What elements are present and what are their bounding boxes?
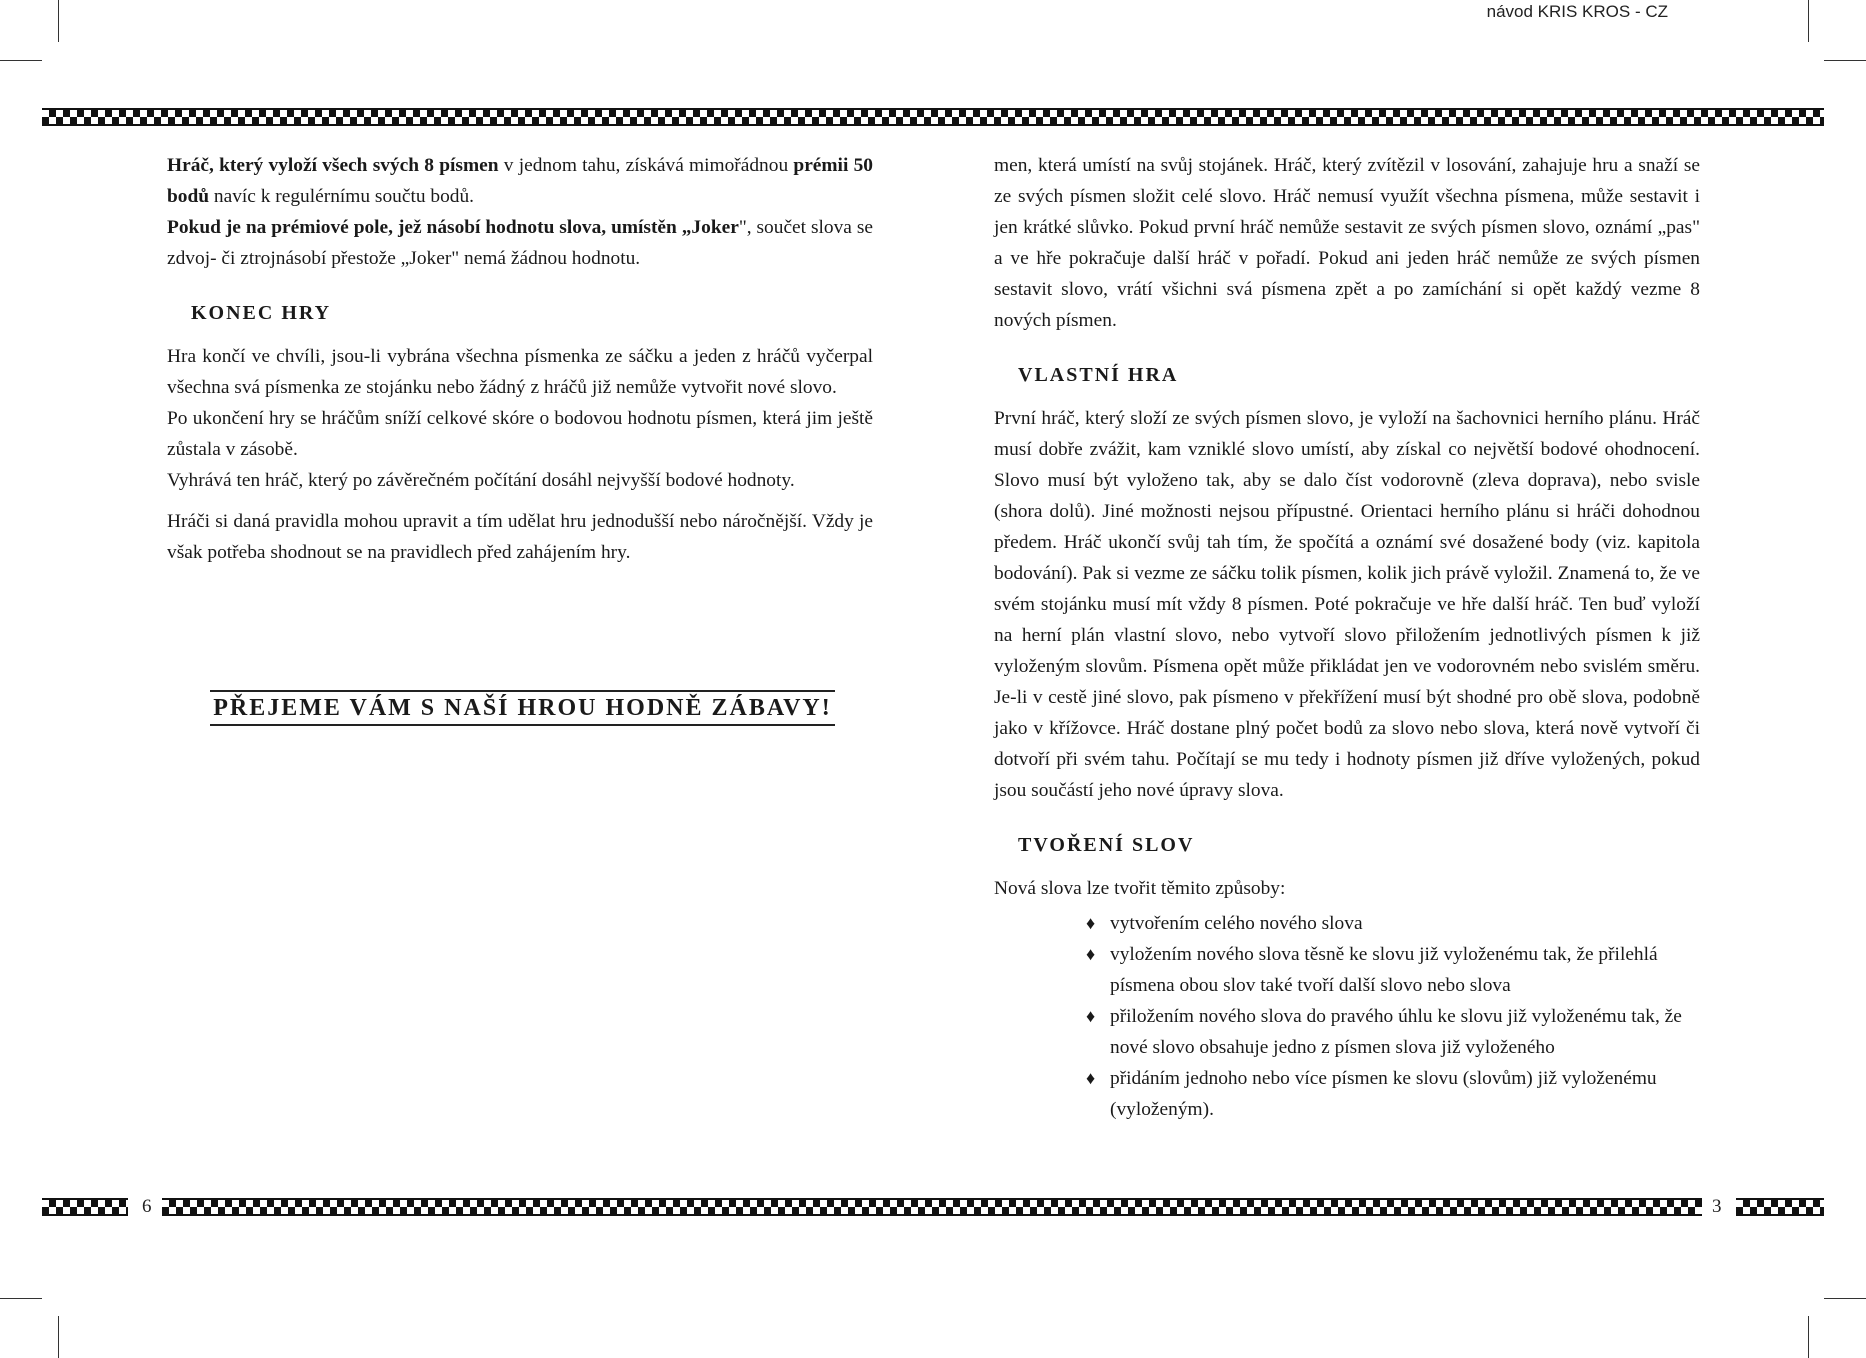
list-item-text: přidáním jednoho nebo více písmen ke slovu (slovům) již vyloženému (vyloženým). bbox=[1110, 1068, 1657, 1120]
diamond-bullet-icon: ♦ bbox=[1086, 944, 1096, 964]
list-item-text: vytvořením celého nového slova bbox=[1110, 913, 1363, 934]
paragraph-end-condition: Hra končí ve chvíli, jsou-li vybrána všechna písmenka ze sáčku a jeden z hráčů vyčerpal všechna svá písmenka ze stojánku nebo žádný z hráčů již nemůže vytvořit nové slovo. bbox=[167, 346, 873, 398]
intro-paragraph-2 bbox=[167, 212, 873, 274]
left-column bbox=[167, 150, 873, 568]
crop-mark bbox=[1824, 60, 1866, 61]
joker-bold: Pokud je na prémiové pole, jež násobí hodnotu slova, umístěn „Joker bbox=[167, 217, 739, 238]
header-label: návod KRIS KROS - CZ bbox=[1486, 2, 1668, 21]
list-item bbox=[1086, 939, 1700, 1001]
section-heading-konec-hry: KONEC HRY bbox=[191, 302, 332, 324]
list-item bbox=[1086, 1001, 1700, 1063]
diamond-bullet-icon: ♦ bbox=[1086, 913, 1096, 933]
word-forming-list bbox=[994, 908, 1700, 1125]
joker-text: ", součet slova se zdvoj- či ztrojnásobí přestože „Joker" nemá žádnou hodnotu. bbox=[167, 217, 873, 269]
paragraph-score-reduction: Po ukončení hry se hráčům sníží celkové skóre o bodovou hodnotu písmen, která jim ještě zůstala v zásobě. bbox=[167, 408, 873, 460]
intro-bold-2: prémii 50 bodů bbox=[167, 155, 873, 207]
paragraph-game-start: men, která umístí na svůj stojánek. Hráč, který zvítězil v losování, zahajuje hru a snaží se ze svých písmen složit celé slovo. Hráč nemusí využít všechna písmena, může sestavit i jen krátké slůvko. Pokud první hráč nemůže sestavit ze svých písmen slovo, oznámí „pas" a ve hře pokračuje další hráč v pořadí. Pokud ani jeden hráč nemůže ze svých písmen sestavit slovo, vrátí všichni svá písmena zpět a po zamíchání si opět každý vezme 8 nových písmen. bbox=[994, 155, 1700, 331]
section-heading-vlastni-hra: VLASTNÍ HRA bbox=[1018, 364, 1179, 386]
page-number-left: 6 bbox=[142, 1196, 152, 1217]
diamond-bullet-icon: ♦ bbox=[1086, 1006, 1096, 1026]
crop-mark bbox=[58, 0, 59, 42]
paragraph-winner: Vyhrává ten hráč, který po závěrečném počítání dosáhl nejvyšší bodové hodnoty. bbox=[167, 470, 795, 491]
right-column bbox=[994, 150, 1700, 1125]
list-item bbox=[1086, 908, 1700, 939]
diamond-bullet-icon: ♦ bbox=[1086, 1068, 1096, 1088]
crop-mark bbox=[0, 60, 42, 61]
intro-bold-1: Hráč, který vyloží všech svých 8 písmen bbox=[167, 155, 499, 176]
paragraph-gameplay: První hráč, který složí ze svých písmen slovo, je vyloží na šachovnici herního plánu. Hráč musí dobře zvážit, kam vzniklé slovo umístí, aby získal co největší bodové ohodnocení. Slovo musí být vyloženo tak, aby se dalo číst vodorovně (zleva doprava), nebo svisle (shora dolů). Jiné možnosti nejsou přípustné. Orientaci herního plánu si hráči dohodnou předem. Hráč ukončí svůj tah tím, že spočítá a oznámí své dosažené body (viz. kapitola bodování). Pak si vezme ze sáčku tolik písmen, kolik jich právě vyložil. Znamená to, že ve svém stojánku musí mít vždy 8 písmen. Poté pokračuje ve hře další hráč. Ten buď vyloží na herní plán vlastní slovo, nebo vytvoří slovo přiložením jednotlivých písmen k již vyloženým slovům. Písmena opět může přikládat jen ve vodorovném nebo svislém směru. Je-li v cestě jiné slovo, pak písmeno v překřížení musí být shodné pro obě slova, podobně jako v křížovce. Hráč dostane plný počet bodů za slovo nebo slova, která nově vytvoří či dotvoří při svém tahu. Počítají se mu tedy i hodnoty písmen již dříve vyložených, pokud jsou součástí jeho nové úpravy slova. bbox=[994, 408, 1700, 801]
paragraph-rule-adjust: Hráči si daná pravidla mohou upravit a tím udělat hru jednodušší nebo náročnější. Vždy je však potřeba shodnout se na pravidlech před zahájením hry. bbox=[167, 511, 873, 563]
intro-text-2: navíc k regulérnímu součtu bodů. bbox=[209, 186, 475, 207]
closing-wish-banner: PŘEJEME VÁM S NAŠÍ HROU HODNĚ ZÁBAVY! bbox=[210, 690, 835, 726]
top-pattern-band bbox=[42, 108, 1824, 126]
list-item bbox=[1086, 1063, 1700, 1125]
crop-mark bbox=[0, 1298, 42, 1299]
bottom-pattern-band-right bbox=[1736, 1198, 1824, 1216]
list-item-text: vyložením nového slova těsně ke slovu již vyloženému tak, že přilehlá písmena obou slov také tvoří další slovo nebo slova bbox=[1110, 944, 1658, 996]
list-item-text: přiložením nového slova do pravého úhlu ke slovu již vyloženému tak, že nové slovo obsahuje jedno z písmen slova již vyloženého bbox=[1110, 1006, 1682, 1058]
paragraph-word-forming-intro: Nová slova lze tvořit těmito způsoby: bbox=[994, 878, 1286, 899]
section-heading-tvoreni-slov: TVOŘENÍ SLOV bbox=[1018, 834, 1195, 856]
crop-mark bbox=[1808, 1316, 1809, 1358]
crop-mark bbox=[1824, 1298, 1866, 1299]
intro-text-1: v jednom tahu, získává mimořádnou bbox=[498, 155, 794, 176]
bottom-pattern-band-middle bbox=[162, 1198, 1702, 1216]
crop-mark bbox=[1808, 0, 1809, 42]
intro-paragraph-1 bbox=[167, 150, 873, 212]
crop-mark bbox=[58, 1316, 59, 1358]
page-number-right: 3 bbox=[1712, 1196, 1722, 1217]
bottom-pattern-band-left bbox=[42, 1198, 128, 1216]
